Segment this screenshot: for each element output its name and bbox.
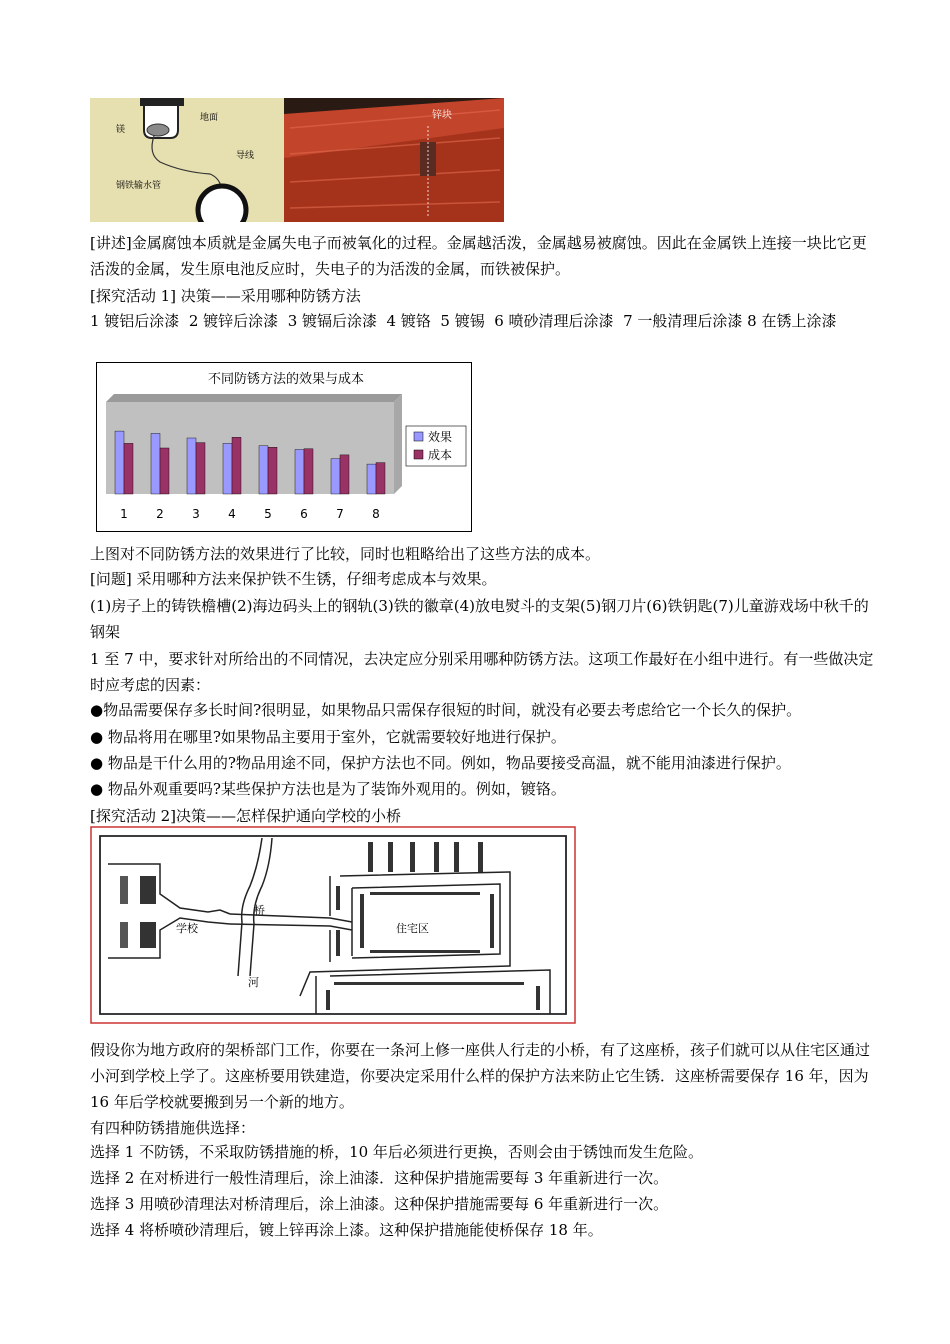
wire-label: 导线 bbox=[236, 151, 255, 161]
option-1: 选择 1 不防锈，不采取防锈措施的桥，10 年后必须进行更换，否则会由于锈蚀而发生危险。 bbox=[90, 1143, 703, 1161]
lecture-paragraph: [讲述]金属腐蚀本质就是金属失电子而被氧化的过程。金属越活泼，金属越易被腐蚀。因此在金属铁上连接一块比它更活泼的金属，发生原电池反应时，失电子的为活泼的金属，而铁被保护。 bbox=[90, 234, 867, 278]
x-tick-3: 3 bbox=[192, 507, 200, 521]
bar-effect-4 bbox=[223, 443, 232, 494]
ground-label: 地面 bbox=[200, 113, 219, 123]
methods-paragraph: 1 镀铝后涂漆 2 镀锌后涂漆 3 镀镉后涂漆 4 镀铬 5 镀锡 6 喷砂清理后涂漆 7 一般清理后涂漆 8 在锈上涂漆 bbox=[90, 312, 837, 330]
bullet-duration: ●物品需要保存多长时间?很明显，如果物品只需保存很短的时间，就没有必要去考虑给它一个长久的保护。 bbox=[90, 701, 802, 719]
option-2: 选择 2 在对桥进行一般性清理后，涂上油漆．这种保护措施需要每 3 年重新进行一次。 bbox=[90, 1169, 669, 1187]
plot-area bbox=[106, 402, 394, 494]
rust-prevention-chart bbox=[96, 362, 472, 532]
bridge-label: 桥 bbox=[254, 904, 265, 917]
bar-effect-8 bbox=[367, 464, 376, 494]
x-tick-5: 5 bbox=[264, 507, 272, 521]
bar-effect-7 bbox=[331, 459, 340, 494]
bar-effect-2 bbox=[151, 433, 160, 494]
legend-label-cost: 成本 bbox=[428, 448, 453, 462]
chart-title: 不同防锈方法的效果与成本 bbox=[207, 372, 365, 387]
x-tick-1: 1 bbox=[120, 507, 128, 521]
bar-cost-1 bbox=[124, 443, 133, 494]
option-4: 选择 4 将桥喷砂清理后，镀上锌再涂上漆。这种保护措施能使桥保存 18 年。 bbox=[90, 1221, 603, 1239]
magnesium-label: 镁 bbox=[116, 125, 126, 135]
cathodic-protection-photo bbox=[90, 98, 504, 222]
x-tick-7: 7 bbox=[336, 507, 344, 521]
activity2-title: [探究活动 2]决策——怎样保护通向学校的小桥 bbox=[90, 807, 402, 825]
zinc-label: 锌块 bbox=[432, 110, 452, 121]
diagram-panel bbox=[90, 98, 284, 222]
scenario-paragraph: 假设你为地方政府的架桥部门工作，你要在一条河上修一座供人行走的小桥，有了这座桥，孩子们就可以从住宅区通过小河到学校上学了。这座桥要用铁建造，你要决定采用什么样的保护方法来防止它生锈．这座桥需要保存 16 年，因为 16 年后学校就要搬到另一个新的地方。 bbox=[90, 1041, 874, 1111]
x-tick-8: 8 bbox=[372, 507, 380, 521]
pipe-label: 钢铁输水管 bbox=[116, 181, 162, 191]
bar-effect-1 bbox=[115, 431, 124, 494]
bar-effect-3 bbox=[187, 438, 196, 494]
activity1-title: [探究活动 1] 决策——采用哪种防锈方法 bbox=[90, 287, 361, 305]
legend-swatch-effect bbox=[414, 432, 423, 441]
x-tick-6: 6 bbox=[300, 507, 308, 521]
bar-cost-7 bbox=[340, 455, 349, 494]
bar-cost-4 bbox=[232, 437, 241, 494]
items-paragraph: (1)房子上的铸铁檐槽(2)海边码头上的钢轨(3)铁的徽章(4)放电熨斗的支架(5)钢刀片(6)铁钥匙(7)儿童游戏场中秋千的钢架 bbox=[90, 597, 869, 641]
school-label: 学校 bbox=[176, 922, 198, 935]
bullet-location: ● 物品将用在哪里?如果物品主要用于室外，它就需要较好地进行保护。 bbox=[90, 728, 566, 746]
map-frame bbox=[91, 827, 575, 1023]
instruction-paragraph: 1 至 7 中，要求针对所给出的不同情况，去决定应分别采用哪种防锈方法。这项工作最好在小组中进行。有一些做决定时应考虑的因素： bbox=[90, 650, 874, 694]
chart-caption: 上图对不同防锈方法的效果进行了比较，同时也粗略给出了这些方法的成本。 bbox=[90, 545, 601, 563]
x-tick-4: 4 bbox=[228, 507, 236, 521]
bullet-usage: ● 物品是干什么用的?物品用途不同，保护方法也不同。例如，物品要接受高温，就不能用油漆进行保护。 bbox=[90, 754, 791, 772]
options-intro: 有四种防锈措施供选择： bbox=[90, 1119, 256, 1137]
legend-label-effect: 效果 bbox=[428, 430, 453, 444]
pipe-circle bbox=[198, 186, 246, 222]
bar-cost-6 bbox=[304, 449, 313, 494]
bullet-appearance: ● 物品外观重要吗?某些保护方法也是为了装饰外观用的。例如，镀铬。 bbox=[90, 780, 566, 798]
question-line: [问题] 采用哪种方法来保护铁不生锈，仔细考虑成本与效果。 bbox=[90, 570, 497, 588]
river-label: 河 bbox=[248, 976, 259, 989]
magnesium-block bbox=[147, 124, 169, 136]
bar-effect-5 bbox=[259, 446, 268, 494]
bar-cost-3 bbox=[196, 443, 205, 494]
legend-swatch-cost bbox=[414, 450, 423, 459]
option-3: 选择 3 用喷砂清理法对桥清理后，涂上油漆。这种保护措施需要每 6 年重新进行一次。 bbox=[90, 1195, 669, 1213]
x-tick-2: 2 bbox=[156, 507, 164, 521]
residential-label: 住宅区 bbox=[396, 922, 429, 935]
ground-cap bbox=[140, 98, 184, 106]
bar-effect-6 bbox=[295, 450, 304, 495]
bar-cost-2 bbox=[160, 448, 169, 494]
bar-cost-5 bbox=[268, 447, 277, 494]
bridge-map bbox=[90, 826, 576, 1024]
bar-cost-8 bbox=[376, 463, 385, 494]
